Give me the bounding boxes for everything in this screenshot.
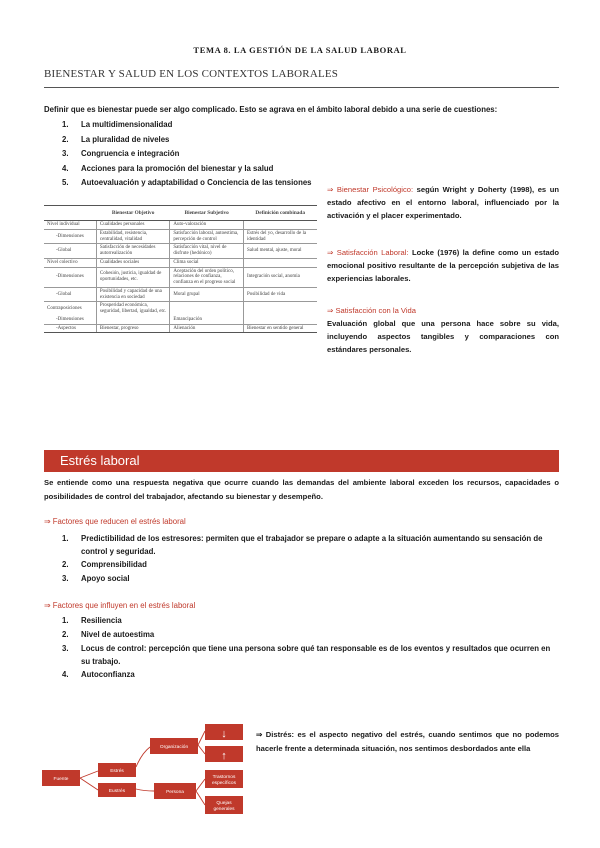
table-row bbox=[44, 221, 317, 230]
table-row bbox=[44, 267, 317, 287]
reduce-factors-list bbox=[62, 532, 559, 586]
list-text: La multidimensionalidad bbox=[81, 120, 173, 129]
list-text: Apoyo social bbox=[81, 574, 130, 584]
label-persona: Persona bbox=[166, 790, 184, 795]
table-cell: Alienación bbox=[170, 324, 244, 333]
table-cell: Cohesión, justicia, igualdad de oportunidades, etc. bbox=[96, 267, 170, 287]
reduce-factors-header: ⇒ Factores que reducen el estrés laboral bbox=[44, 517, 186, 526]
table-header-cell: Bienestar Subjetivo bbox=[170, 206, 244, 221]
list-number: 2. bbox=[62, 630, 69, 640]
connector bbox=[136, 789, 154, 791]
label-fuente: Fuente bbox=[53, 777, 69, 782]
list-text: La pluralidad de niveles bbox=[81, 134, 170, 144]
list-item bbox=[62, 164, 312, 179]
table-cell: Clima social bbox=[170, 258, 244, 267]
table-cell: Estabilidad, resistencia, centralidad, vitalidad bbox=[96, 229, 170, 244]
list-item bbox=[62, 614, 559, 628]
note-text: según Wright y Doherty (1998), es un estado afectivo en el entorno laboral, influenciado por la activación y el placer experimentado. bbox=[327, 185, 559, 220]
table-cell: Moral grupal bbox=[170, 287, 244, 302]
table-cell: Cualidades sociales bbox=[96, 258, 170, 267]
table-cell: Satisfacción laboral, autoestima, percepción de control bbox=[170, 229, 244, 244]
list-number: 5. bbox=[62, 178, 69, 187]
stress-definition: Se entiende como una respuesta negativa que ocurre cuando las demandas del ambiente laboral exceden los recursos, capacidades o posibilidades de control del trabajador, afectando su bienestar y desempeño. bbox=[44, 478, 559, 501]
connector bbox=[80, 778, 98, 790]
connector bbox=[196, 779, 205, 791]
list-item bbox=[62, 572, 559, 586]
table-row bbox=[44, 244, 317, 259]
label-estres: Estrés bbox=[110, 769, 124, 774]
note-text: Evaluación global que una persona hace sobre su vida, incluyendo aspectos tangibles y comparaciones con estándares personales. bbox=[327, 319, 559, 354]
label-organizacion: Organización bbox=[159, 745, 189, 750]
table-cell bbox=[243, 316, 317, 324]
table-cell: Posibilidad de vida bbox=[243, 287, 317, 302]
list-text: Locus de control: percepción que tiene una persona sobre qué tan responsable es de los eventos y resultados que ocurren en su trabajo. bbox=[81, 644, 551, 667]
table-cell: Nivel individual bbox=[44, 221, 96, 230]
table-row bbox=[44, 229, 317, 244]
note-label: ⇒ Satisfacción con la Vida bbox=[327, 306, 416, 315]
list-item bbox=[62, 149, 312, 164]
list-item bbox=[62, 642, 559, 668]
table-cell: Aceptación del orden político, relaciones de confianza, confianza en el progreso social bbox=[170, 267, 244, 287]
table-row bbox=[44, 287, 317, 302]
intro-paragraph: Definir que es bienestar puede ser algo complicado. Esto se agrava en el ámbito laboral debido a una serie de cuestiones: bbox=[44, 105, 498, 114]
table-cell: Satisfacción vital, nivel de disfrute (hedónico) bbox=[170, 244, 244, 259]
label-quejas-1: Quejas bbox=[216, 801, 232, 806]
table-cell: Estrés del yo, desarrollo de la identidad bbox=[243, 229, 317, 244]
note-label: ⇒ Satisfacción Laboral: bbox=[327, 248, 409, 257]
list-text: Comprensibilidad bbox=[81, 560, 147, 569]
table-row bbox=[44, 258, 317, 267]
table-cell bbox=[243, 221, 317, 230]
list-text: Autoevaluación y adaptabilidad o Conciencia de las tensiones bbox=[81, 178, 312, 187]
table-cell: -Dimensiones bbox=[44, 229, 96, 244]
table-cell: Cualidades personales bbox=[96, 221, 170, 230]
label-eustres: Eustrés bbox=[108, 789, 126, 794]
arrow-down-icon: ↓ bbox=[221, 728, 227, 740]
connector bbox=[198, 745, 205, 754]
list-number: 4. bbox=[62, 163, 69, 173]
table-cell: -Dimensiones bbox=[56, 316, 84, 322]
list-item bbox=[62, 178, 312, 193]
table-cell: Prosperidad económica, seguridad, libertad, igualdad, etc. bbox=[96, 302, 170, 316]
note-satisfaccion-vida bbox=[327, 304, 559, 356]
table-cell: Integración social, anomia bbox=[243, 267, 317, 287]
table-cell: -Global bbox=[44, 244, 96, 259]
list-number: 4. bbox=[62, 670, 69, 680]
table-row bbox=[44, 302, 317, 316]
label-trastornos-1: Trastornos bbox=[212, 775, 236, 780]
table-cell: Auto-valoración bbox=[170, 221, 244, 230]
list-text: Resiliencia bbox=[81, 616, 122, 625]
list-item bbox=[62, 628, 559, 642]
section-banner-estres: Estrés laboral bbox=[44, 450, 559, 472]
table-cell bbox=[170, 302, 244, 316]
list-item bbox=[62, 558, 559, 572]
list-number: 1. bbox=[62, 120, 69, 129]
label-trastornos-2: específicos bbox=[212, 781, 236, 786]
table-header-cell bbox=[44, 206, 96, 221]
table-cell: Bienestar, progreso bbox=[96, 324, 170, 333]
table-cell: -Aspectos bbox=[44, 324, 96, 333]
table-cell: Posibilidad y capacidad de una existencia en sociedad bbox=[96, 287, 170, 302]
issues-list bbox=[62, 120, 312, 193]
table-header-row bbox=[44, 206, 317, 221]
connector bbox=[136, 747, 150, 767]
table-cell: -Dimensiones bbox=[44, 267, 96, 287]
connector bbox=[196, 791, 205, 805]
table-row bbox=[44, 316, 317, 324]
table-cell: Contraposiciones bbox=[44, 302, 96, 316]
list-number: 2. bbox=[62, 134, 69, 144]
list-text: Congruencia e integración bbox=[81, 149, 180, 158]
table-cell: Emancipación bbox=[170, 316, 244, 324]
note-text: Locke (1976) la define como un estado emocional positivo resultante de la percepción subjetiva de las experiencias laborales. bbox=[327, 248, 559, 283]
list-number: 1. bbox=[62, 616, 69, 625]
note-label: ⇒ Bienestar Psicológico: bbox=[327, 185, 414, 194]
table-cell: Bienestar en sentido general bbox=[243, 324, 317, 333]
document-title: TEMA 8. LA GESTIÓN DE LA SALUD LABORAL bbox=[193, 45, 407, 55]
note-bienestar-psicologico bbox=[327, 183, 559, 222]
arrow-up-icon: ↑ bbox=[221, 750, 227, 762]
influence-factors-header: ⇒ Factores que influyen en el estrés laboral bbox=[44, 601, 196, 610]
list-item bbox=[62, 532, 559, 558]
list-number: 2. bbox=[62, 560, 69, 569]
list-text: Acciones para la promoción del bienestar y la salud bbox=[81, 163, 274, 173]
table-header-cell: Definición combinada bbox=[243, 206, 317, 221]
table-cell: Satisfacción de necesidades autorrealización bbox=[96, 244, 170, 259]
list-item bbox=[62, 668, 559, 682]
table-cell: Nivel colectivo bbox=[44, 258, 96, 267]
connector bbox=[198, 731, 205, 745]
list-text: Autoconfianza bbox=[81, 670, 135, 680]
note-satisfaccion-laboral bbox=[327, 246, 559, 285]
distres-definition: ⇒ Distrés: es el aspecto negativo del estrés, cuando sentimos que no podemos hacerle frente a determinada situación, nos sentimos desbordados ante ella bbox=[256, 730, 559, 753]
list-number: 3. bbox=[62, 574, 69, 584]
wellbeing-table bbox=[44, 205, 317, 333]
list-item bbox=[62, 135, 312, 150]
table-cell bbox=[96, 316, 170, 324]
list-number: 1. bbox=[62, 534, 69, 543]
list-text: Nivel de autoestima bbox=[81, 630, 155, 640]
list-text: Predictibilidad de los estresores: permiten que el trabajador se prepare o adapte a la situación aumentando su sensación de control y seguridad. bbox=[81, 534, 543, 556]
section-heading-bienestar: BIENESTAR Y SALUD EN LOS CONTEXTOS LABORALES bbox=[44, 68, 559, 88]
table-row bbox=[44, 324, 317, 333]
connector bbox=[80, 771, 98, 778]
influence-factors-list bbox=[62, 614, 559, 683]
table-cell bbox=[243, 258, 317, 267]
table-cell bbox=[243, 302, 317, 316]
list-number: 3. bbox=[62, 644, 69, 654]
list-number: 3. bbox=[62, 149, 69, 158]
list-item bbox=[62, 120, 312, 135]
table-header-cell: Bienestar Objetivo bbox=[96, 206, 170, 221]
label-quejas-2: generales bbox=[213, 807, 235, 812]
table-cell: Salud mental, ajuste, moral bbox=[243, 244, 317, 259]
table-cell: -Global bbox=[44, 287, 96, 302]
stress-diagram bbox=[40, 723, 250, 823]
